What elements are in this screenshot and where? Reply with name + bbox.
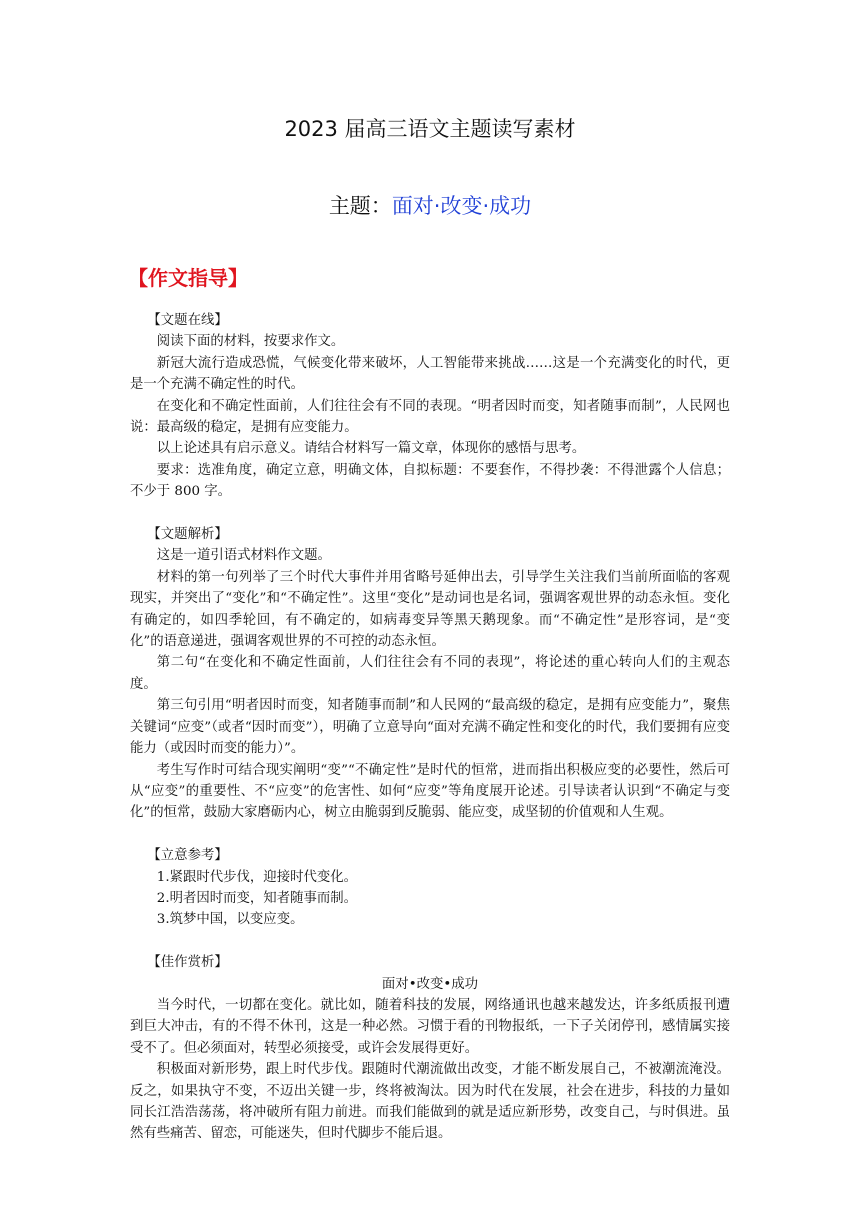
paragraph: 这是一道引语式材料作文题。 [156,548,331,564]
list-item: 3.筑梦中国，以变应变。 [156,912,304,928]
paragraph: 新冠大流行造成恐慌，气候变化带来破坏，人工智能带来挑战……这是一个充满变化的时代，更是一个充满不确定性的时代。 [130,355,730,393]
document-body [130,310,730,1145]
section-label-essay: 【佳作赏析】 [147,955,228,971]
section-label-analysis: 【文题解析】 [147,527,228,543]
paragraph: 第二句“在变化和不确定性面前，人们往往会有不同的表现”，将论述的重心转向人们的主观态度。 [130,655,730,692]
list-item: 2.明者因时而变，知者随事而制。 [156,890,358,906]
paragraph: 以上论述具有启示意义。请结合材料写一篇文章，体现你的感悟与思考。 [156,441,586,457]
theme-text: 面对·改变·成功 [391,194,532,218]
paragraph: 材料的第一句列举了三个时代大事件并用省略号延伸出去，引导学生关注我们当前所面临的客观现实，并突出了“变化”和“不确定性”。这里“变化”是动词也是名词，强调客观世界的动态永恒。变化有确定的，如四季轮回，有不确定的，如病毒变异等黑天鹅现象。而“不确定性”是形容词，是“变化”的语意递进，强调客观世界的不可控的动态永恒。 [130,569,730,650]
paragraph: 当今时代，一切都在变化。就比如，随着科技的发展，网络通讯也越来越发达，许多纸质报刊遭到巨大冲击，有的不得不休刊，这是一种必然。习惯于看的刊物报纸，一下子关闭停刊，感情属实接受不了。但必须面对，转型必须接受，或许会发展得更好。 [130,997,730,1056]
paragraph: 在变化和不确定性面前，人们往往会有不同的表现。“明者因时而变，知者随事而制”，人民网也说：最高级的稳定，是拥有应变能力。 [130,398,730,436]
paragraph: 第三句引用“明者因时而变，知者随事而制”和人民网的“最高级的稳定，是拥有应变能力”，聚焦关键词“应变”（或者“因时而变”），明确了立意导向“面对充满不确定性和变化的时代，我们要拥有应变能力（或因时而变的能力）”。 [130,698,730,757]
paragraph: 积极面对新形势，跟上时代步伐。跟随时代潮流做出改变，才能不断发展自己，不被潮流淹没。反之，如果执守不变，不迈出关键一步，终将被淘汰。因为时代在发展，社会在进步，科技的力量如同长江浩浩荡荡，将冲破所有阻力前进。而我们能做到的就是适应新形势，改变自己，与时俱进。虽然有些痛苦、留恋，可能迷失，但时代脚步不能后退。 [130,1062,730,1142]
paragraph: 要求：选准角度，确定立意，明确文体，自拟标题：不要套作，不得抄袭：不得泄露个人信息；不少于 800 字。 [130,462,730,500]
paragraph: 考生写作时可结合现实阐明“变”“不确定性”是时代的恒常，进而指出积极应变的必要性，然后可从“应变”的重要性、不“应变”的危害性、如何“应变”等角度展开论述。引导读者认识到“不确定与变化”的恒常，鼓励大家磨砺内心，树立由脆弱到反脆弱、能应变，成坚韧的价值观和人生观。 [130,762,730,821]
section-heading: 【作文指导】 [128,266,248,290]
theme-prefix: 主题： [328,194,392,218]
list-item: 1.紧跟时代步伐，迎接时代变化。 [156,869,358,885]
paragraph: 阅读下面的材料，按要求作文。 [156,334,345,350]
section-label-ideas: 【立意参考】 [147,848,228,864]
section-label-prompt: 【文题在线】 [147,313,228,328]
theme-subtitle [0,190,860,220]
essay-title: 面对•改变•成功 [381,976,479,992]
document-title: 2023 届高三语文主题读写素材 [284,117,576,141]
